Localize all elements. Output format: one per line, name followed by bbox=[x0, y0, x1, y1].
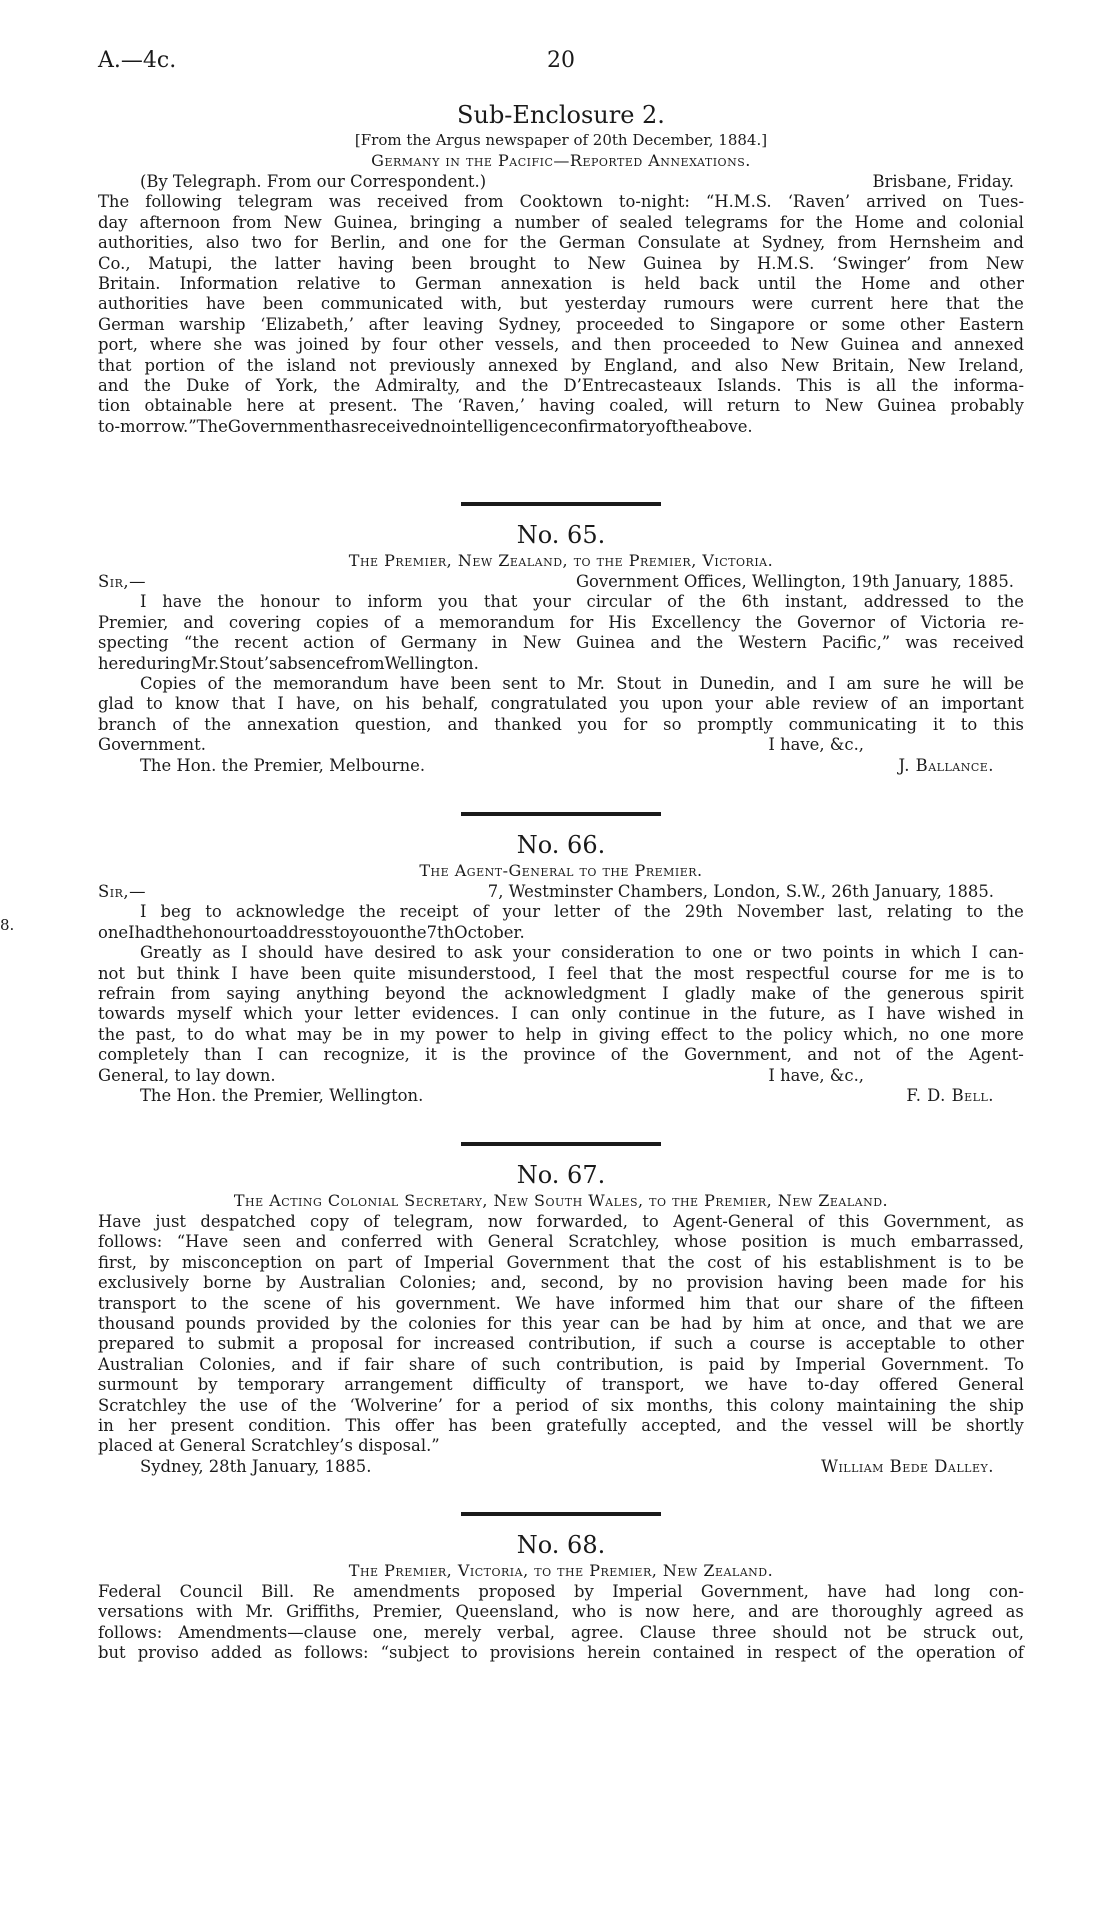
text-line: Britain. Information relative to German annexation is held back until the Home and other bbox=[98, 274, 1024, 294]
letter-subhead: The Premier, New Zealand, to the Premier, Victoria. bbox=[348, 551, 774, 570]
byline bbox=[98, 172, 1024, 192]
letter-subhead: The Agent-General to the Premier. bbox=[419, 861, 703, 880]
text-line: not but think I have been quite misunderstood, I feel that the most respectful course for me is to bbox=[98, 963, 1024, 983]
text-line: versations with Mr. Griffiths, Premier, Queensland, who is now here, and are thoroughly agreed as bbox=[98, 1602, 1024, 1622]
letter-number: No. 67. bbox=[516, 1161, 606, 1189]
text-line: exclusively borne by Australian Colonies; and, second, by no provision having been made for his bbox=[98, 1273, 1024, 1293]
telegram-date: Sydney, 28th January, 1885. bbox=[140, 1456, 372, 1476]
text-line: Have just despatched copy of telegram, now forwarded, to Agent-General of this Government, as bbox=[98, 1212, 1024, 1231]
byline-right: Brisbane, Friday. bbox=[872, 172, 1014, 191]
letter-number: No. 68. bbox=[516, 1531, 606, 1559]
letter-salutation-row bbox=[98, 572, 1024, 592]
telegram-body bbox=[98, 1212, 1024, 1436]
telegram-last-line: placed at General Scratchley’s disposal.” bbox=[98, 1436, 440, 1456]
text-line: thousand pounds provided by the colonies for this year can be had by him at once, and that we are bbox=[98, 1314, 1024, 1334]
signature: J. Ballance. bbox=[898, 755, 994, 775]
text-line: port, where she was joined by four other vessels, and then proceeded to New Guinea and annexed bbox=[98, 335, 1024, 355]
letter-subhead: The Acting Colonial Secretary, New South Wales, to the Premier, New Zealand. bbox=[233, 1191, 889, 1210]
article-body bbox=[98, 192, 1024, 437]
salutation: Sir,— bbox=[98, 882, 146, 901]
byline-left: (By Telegraph. From our Correspondent.) bbox=[140, 172, 487, 191]
text-line: that portion of the island not previously annexed by England, and also New Britain, New Ireland, bbox=[98, 355, 1024, 375]
sub-enclosure-section bbox=[98, 100, 1024, 437]
section-title: Sub-Enclosure 2. bbox=[457, 101, 665, 129]
signature: F. D. Bell. bbox=[906, 1086, 994, 1106]
letter-paragraph bbox=[98, 592, 1024, 674]
text-line: one I had the honour to address to you on the 7th October. bbox=[98, 922, 525, 942]
page-number: 20 bbox=[547, 48, 575, 73]
text-line: branch of the annexation question, and thanked you for so promptly communicating it to this bbox=[98, 714, 1024, 734]
text-line: follows: Amendments—clause one, merely verbal, agree. Clause three should not be struck out, bbox=[98, 1622, 1024, 1642]
text-line: specting “the recent action of Germany in New Guinea and the Western Pacific,” was received bbox=[98, 633, 1024, 653]
signature-row bbox=[98, 756, 1024, 776]
letter-subhead: The Premier, Victoria, to the Premier, New Zealand. bbox=[348, 1561, 774, 1580]
text-line: I have the honour to inform you that your circular of the 6th instant, addressed to the bbox=[140, 592, 1024, 612]
text-line: transport to the scene of his government. We have informed him that our share of the fifteen bbox=[98, 1293, 1024, 1313]
text-line: Premier, and covering copies of a memorandum for His Excellency the Governor of Victoria re- bbox=[98, 612, 1024, 632]
closing: I have, &c., bbox=[768, 735, 864, 755]
addressee: The Hon. the Premier, Wellington. bbox=[140, 1086, 424, 1106]
text-line: The following telegram was received from Cooktown to-night: “H.M.S. ‘Raven’ arrived on Tues- bbox=[98, 192, 1024, 212]
letter-67 bbox=[98, 1124, 1024, 1477]
letter-paragraph bbox=[98, 674, 1024, 735]
page-header bbox=[98, 48, 1024, 78]
text-line: glad to know that I have, on his behalf, congratulated you upon your able review of an important bbox=[98, 694, 1024, 714]
text-line: Scratchley the use of the ‘Wolverine’ for a period of six months, this colony maintaining the ship bbox=[98, 1395, 1024, 1415]
text-line: towards myself which your letter evidences. I can only continue in the future, as I have wished in bbox=[98, 1004, 1024, 1024]
letter-66 bbox=[98, 794, 1024, 1106]
closing-row bbox=[98, 735, 1024, 755]
letter-address: Government Offices, Wellington, 19th January, 1885. bbox=[575, 572, 1014, 591]
text-line: prepared to submit a proposal for increased contribution, if such a course is acceptable to other bbox=[98, 1334, 1024, 1354]
text-line: Greatly as I should have desired to ask your consideration to one or two points in which I can- bbox=[140, 943, 1024, 963]
text-line: and the Duke of York, the Admiralty, and the D’Entrecasteaux Islands. This is all the informa- bbox=[98, 376, 1024, 396]
letter-number: No. 66. bbox=[516, 831, 606, 859]
section-divider bbox=[461, 502, 661, 506]
signature: William Bede Dalley. bbox=[821, 1456, 994, 1476]
text-line: first, by misconception on part of Imperial Government that the cost of his establishment is to be bbox=[98, 1252, 1024, 1272]
text-line: Federal Council Bill. Re amendments proposed by Imperial Government, have had long con- bbox=[98, 1582, 1024, 1601]
signature-row bbox=[98, 1086, 1024, 1106]
section-divider bbox=[461, 812, 661, 816]
closing-lead: Government. bbox=[98, 735, 206, 755]
text-line: Australian Colonies, and if fair share of such contribution, is paid by Imperial Government. To bbox=[98, 1354, 1024, 1374]
letter-salutation-row bbox=[98, 882, 1024, 902]
text-line: Co., Matupi, the latter having been brought to New Guinea by H.M.S. ‘Swinger’ from New bbox=[98, 253, 1024, 273]
closing-lead: General, to lay down. bbox=[98, 1065, 276, 1085]
text-line: the past, to do what may be in my power to help in giving effect to the policy which, no one more bbox=[98, 1024, 1024, 1044]
telegram-body bbox=[98, 1582, 1024, 1664]
letter-paragraph bbox=[98, 902, 1024, 943]
text-line: in her present condition. This offer has been gratefully accepted, and the vessel will be shortly bbox=[98, 1416, 1024, 1436]
text-line: completely than I can recognize, it is the province of the Government, and not of the Agent- bbox=[98, 1045, 1024, 1065]
text-line: authorities, also two for Berlin, and one for the German Consulate at Sydney, from Hernsheim and bbox=[98, 233, 1024, 253]
text-line: German warship ‘Elizabeth,’ after leaving Sydney, proceeded to Singapore or some other Eastern bbox=[98, 314, 1024, 334]
text-line: but proviso added as follows: “subject to provisions herein contained in respect of the operation of bbox=[98, 1643, 1024, 1663]
text-line: to-morrow.” The Government has received no intelligence confirmatory of the above. bbox=[98, 416, 753, 436]
letter-number: No. 65. bbox=[516, 521, 606, 549]
section-divider bbox=[461, 1512, 661, 1516]
text-line: surmount by temporary arrangement difficulty of transport, we have to-day offered General bbox=[98, 1375, 1024, 1395]
series-number: A.—4c. bbox=[98, 48, 177, 73]
text-line: I beg to acknowledge the receipt of your letter of the 29th November last, relating to the bbox=[140, 902, 1024, 922]
text-line: Copies of the memorandum have been sent to Mr. Stout in Dunedin, and I am sure he will be bbox=[140, 674, 1024, 694]
closing-row bbox=[98, 1066, 1024, 1086]
text-line: tion obtainable here at present. The ‘Raven,’ having coaled, will return to New Guinea probably bbox=[98, 396, 1024, 416]
text-line: refrain from saying anything beyond the acknowledgment I gladly make of the generous spirit bbox=[98, 984, 1024, 1004]
closing: I have, &c., bbox=[768, 1065, 864, 1085]
text-line: here during Mr. Stout’s absence from Wellington. bbox=[98, 653, 479, 673]
letter-68 bbox=[98, 1494, 1024, 1664]
article-heading: Germany in the Pacific—Reported Annexations. bbox=[371, 151, 751, 170]
section-divider bbox=[461, 1142, 661, 1146]
margin-mark: 8. bbox=[0, 916, 15, 934]
letter-paragraph bbox=[98, 943, 1024, 1065]
addressee: The Hon. the Premier, Melbourne. bbox=[140, 755, 426, 775]
text-line: day afternoon from New Guinea, bringing a number of sealed telegrams for the Home and colonial bbox=[98, 212, 1024, 232]
letter-address: 7, Westminster Chambers, London, S.W., 26th January, 1885. bbox=[487, 882, 994, 901]
text-line: authorities have been communicated with, but yesterday rumours were current here that the bbox=[98, 294, 1024, 314]
text-line: follows: “Have seen and conferred with General Scratchley, whose position is much embarrassed, bbox=[98, 1232, 1024, 1252]
letter-65 bbox=[98, 484, 1024, 776]
signature-row bbox=[98, 1457, 1024, 1477]
salutation: Sir,— bbox=[98, 572, 146, 591]
source-note: [From the Argus newspaper of 20th December, 1884.] bbox=[354, 131, 768, 149]
